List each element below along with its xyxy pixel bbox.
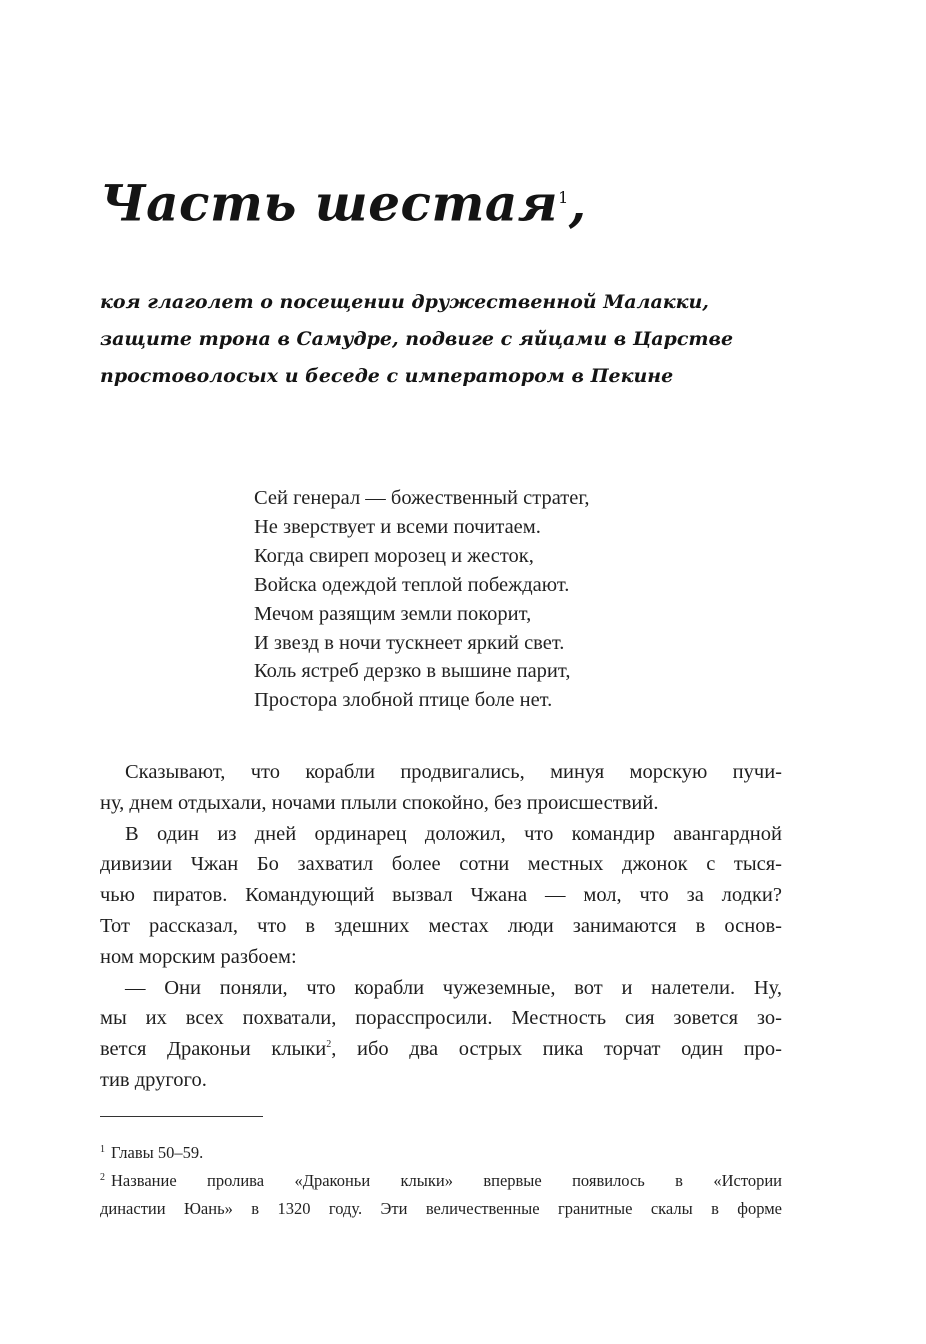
footnote-1: [100, 1139, 782, 1167]
footnotes: [100, 1139, 782, 1223]
body-line: чью пиратов. Командующий вызвал Чжана — мол, что за лодки?: [100, 884, 782, 907]
footnote-number: 1: [100, 1143, 105, 1155]
footnote-text: Главы 50–59.: [111, 1143, 204, 1162]
body-line: тив другого.: [100, 1068, 207, 1091]
body-line: Сказывают, что корабли продвигались, минуя морскую пучи-: [125, 761, 782, 783]
body-line: В один из дней ординарец доложил, что командир авангардной: [125, 822, 782, 845]
poem-line: Коль ястреб дерзко в вышине парит,: [254, 660, 571, 683]
subtitle-line: простоволосых и беседе с императором в Пекине: [100, 365, 674, 387]
poem-line: Не зверствует и всеми почитаем.: [254, 515, 541, 538]
chapter-subtitle: [100, 284, 820, 395]
body-fragment: вется Драконьи клыки: [100, 1038, 327, 1061]
footnote-number: 2: [100, 1171, 105, 1183]
poem-line: Мечом разящим земли покорит,: [254, 602, 532, 625]
body-line: мы их всех похватали, порасспросили. Местность сия зовется зо-: [100, 1007, 782, 1030]
subtitle-line: коя глаголет о посещении дружественной Малакки,: [100, 291, 709, 313]
body-line: [100, 1034, 782, 1065]
epigraph-poem: [254, 484, 774, 715]
footnote-2: [100, 1167, 782, 1195]
body-line: ном морским разбоем:: [100, 945, 297, 968]
subtitle-line: защите трона в Самудре, подвиге с яйцами в Царстве: [100, 328, 734, 350]
body-line: — Они поняли, что корабли чужеземные, вот и налетели. Ну,: [125, 976, 782, 999]
chapter-title-suffix: ,: [568, 173, 587, 233]
poem-line: Сей генерал — божественный стратег,: [254, 487, 590, 509]
poem-line: Войска одеждой теплой побеждают.: [254, 573, 570, 596]
footnote-divider: [100, 1116, 263, 1117]
footnote-text: династии Юань» в 1320 году. Эти величественные гранитные скалы в форме: [100, 1199, 782, 1218]
poem-line: Простора злобной птице боле нет.: [254, 689, 553, 712]
footnote-ref-2[interactable]: 2: [326, 1039, 332, 1051]
chapter-title: [100, 158, 820, 244]
body-line: ну, днем отдыхали, ночами плыли спокойно, без происшествий.: [100, 791, 659, 814]
chapter-title-text: Часть шестая: [100, 173, 559, 233]
body-text: [100, 757, 782, 1096]
poem-line: И звезд в ночи тускнеет яркий свет.: [254, 631, 565, 654]
poem-line: Когда свиреп морозец и жесток,: [254, 544, 534, 567]
body-fragment: , ибо два острых пика торчат один про-: [331, 1038, 782, 1061]
body-line: дивизии Чжан Бо захватил более сотни местных джонок с тыся-: [100, 853, 782, 876]
body-line: Тот рассказал, что в здешних местах люди занимаются в основ-: [100, 914, 782, 937]
footnote-ref-1[interactable]: 1: [558, 188, 569, 207]
footnote-text: Название пролива «Драконьи клыки» впервые появилось в «Истории: [111, 1171, 782, 1190]
